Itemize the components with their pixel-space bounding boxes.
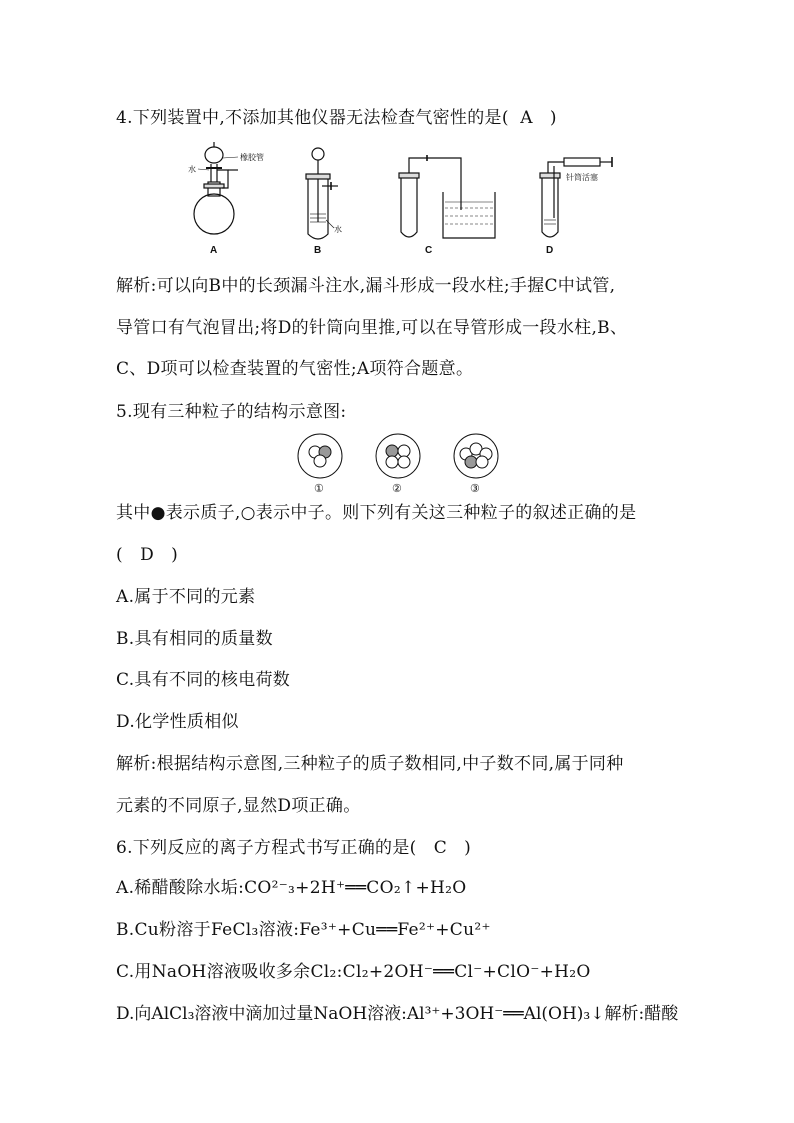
q5-answer: D — [140, 545, 154, 565]
apparatus-a — [188, 142, 264, 256]
particle-label-3: ③ — [470, 482, 480, 494]
q6-option-a: A.稀醋酸除水垢:CO²⁻₃+2H⁺══CO₂↑+H₂O — [116, 878, 467, 898]
q4-analysis-line-2: 导管口有气泡冒出;将D的针筒向里推,可以在导管形成一段水柱,B、 — [116, 318, 628, 338]
q6-stem: 6.下列反应的离子方程式书写正确的是( C ) — [116, 838, 472, 858]
apparatus-d — [540, 157, 612, 256]
fig-label-a: A — [210, 245, 218, 256]
q5-answer-line: ( D ) — [116, 545, 179, 565]
fig-label-c: C — [425, 245, 433, 256]
particle-label-2: ② — [392, 482, 402, 494]
q6-option-d: D.向AlCl₃溶液中滴加过量NaOH溶液:Al³⁺+3OH⁻══Al(OH)₃↓解析:醋酸 — [116, 1004, 679, 1024]
q5-option-d: D.化学性质相似 — [116, 712, 239, 732]
particle-1 — [298, 434, 342, 494]
label-water-a: 水 — [188, 165, 196, 174]
fig-label-d: D — [546, 245, 554, 256]
particle-2 — [376, 434, 420, 494]
q5-analysis-line-2: 元素的不同原子,显然D项正确。 — [116, 796, 361, 816]
q5-analysis-line-1: 解析:根据结构示意图,三种粒子的质子数相同,中子数不同,属于同种 — [116, 754, 624, 774]
q5-legend-line: 其中●表示质子,○表示中子。则下列有关这三种粒子的叙述正确的是 — [116, 503, 637, 523]
fig-label-b: B — [314, 245, 322, 256]
q4-analysis-line-3: C、D项可以检查装置的气密性;A项符合题意。 — [116, 359, 474, 379]
q4-answer: A — [520, 108, 533, 128]
q5-option-c: C.具有不同的核电荷数 — [116, 670, 291, 690]
particle-3 — [454, 434, 498, 494]
label-water-b: 水 — [334, 225, 342, 234]
q5-stem: 5.现有三种粒子的结构示意图: — [116, 402, 347, 422]
q5-particle-figure — [290, 430, 510, 494]
q6-option-b: B.Cu粉溶于FeCl₃溶液:Fe³⁺+Cu══Fe²⁺+Cu²⁺ — [116, 920, 491, 940]
apparatus-c — [399, 155, 495, 256]
q6-option-c: C.用NaOH溶液吸收多余Cl₂:Cl₂+2OH⁻══Cl⁻+ClO⁻+H₂O — [116, 962, 591, 982]
q4-stem: 4.下列装置中,不添加其他仪器无法检查气密性的是( A ) — [116, 108, 557, 128]
particle-label-1: ① — [314, 482, 324, 494]
q5-option-a: A.属于不同的元素 — [116, 587, 256, 607]
apparatus-b — [306, 148, 342, 256]
q4-apparatus-figure — [178, 140, 618, 260]
label-rubber-tube: 橡胶管 — [240, 153, 264, 162]
q6-answer: C — [433, 838, 447, 858]
label-syringe: 针筒活塞 — [566, 173, 598, 182]
q4-analysis-line-1: 解析:可以向B中的长颈漏斗注水,漏斗形成一段水柱;手握C中试管, — [116, 276, 616, 296]
q5-option-b: B.具有相同的质量数 — [116, 629, 273, 649]
